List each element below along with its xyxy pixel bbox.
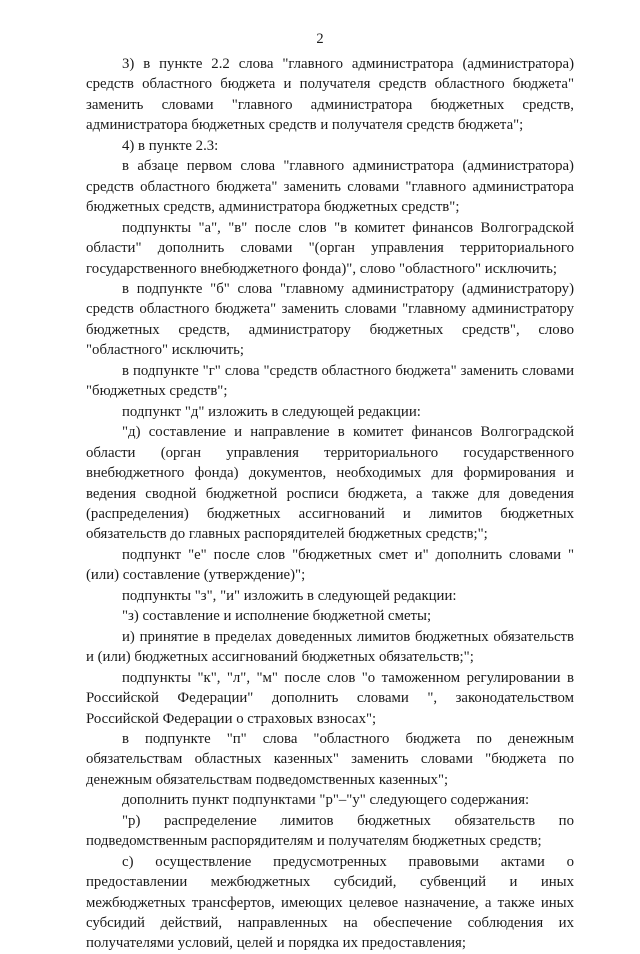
paragraph: подпункты "к", "л", "м" после слов "о таможенном регулировании в Российской Федерации" дополнить словами ", законодательством Российской Федерации о страховых взносах"; [86,669,574,727]
paragraph: с) осуществление предусмотренных правовыми актами о предоставлении межбюджетных субсидий, субвенций и иных межбюджетных трансфертов, имеющих целевое назначение, а также иных субсидий действий, направленных на обеспечение соблюдения их получателями условий, целей и порядка их предоставления; [86,853,574,952]
paragraph: подпункт "д" изложить в следующей редакции: [122,403,421,420]
paragraph: "р) распределение лимитов бюджетных обязательств по подведомственным распорядителям и получателям бюджетных средств; [86,812,574,850]
paragraph: 3) в пункте 2.2 слова "главного администратора (администратора) средств областного бюджета и получателя средств областного бюджета" заменить словами "главного администратора бюджетных средств, администратора бюджетных средств и получателя средств бюджета"; [86,56,574,134]
paragraph: дополнить пункт подпунктами "р"–"у" следующего содержания: [122,792,530,809]
paragraph: 4) в пункте 2.3: [122,137,219,154]
document-body [86,54,574,954]
paragraph: в подпункте "б" слова "главному администратору (администратору) средств областного бюджета" заменить словами "главному администратору бюджетных средств, администратору бюджетных средств", слово "областного" исключить; [86,280,574,359]
paragraph: подпункт "е" после слов "бюджетных смет и" дополнить словами "(или) составление (утверждение)"; [86,546,574,584]
page-number: 2 [316,31,324,47]
paragraph: "д) составление и направление в комитет финансов Волгоградской области (орган управления территориального государственного внебюджетного фонда) документов, необходимых для формирования и ведения сводной бюджетной росписи бюджета, а также для доведения (распределения) бюджетных ассигнований и лимитов бюджетных обязательств до главных распорядителей бюджетных средств;"; [86,424,574,543]
paragraph: в абзаце первом слова "главного администратора (администратора) средств областного бюджета" заменить словами "главного администратора бюджетных средств, администратора бюджетных средств"; [86,158,574,216]
paragraph: подпункты "з", "и" изложить в следующей редакции: [122,587,457,604]
paragraph: подпункты "а", "в" после слов "в комитет финансов Волгоградской области" дополнить словами "(орган управления территориального государственного внебюджетного фонда)", слово "областного" исключить; [86,219,574,277]
paragraph: и) принятие в пределах доведенных лимитов бюджетных обязательств и (или) бюджетных ассигнований бюджетных обязательств;"; [86,628,574,666]
paragraph: "з) составление и исполнение бюджетной сметы; [122,608,432,625]
paragraph: в подпункте "г" слова "средств областного бюджета" заменить словами "бюджетных средств"; [86,362,574,400]
paragraph: в подпункте "п" слова "областного бюджета по денежным обязательствам областных казенных" заменить словами "бюджета по денежным обязательствам подведомственных казенных"; [86,730,574,788]
